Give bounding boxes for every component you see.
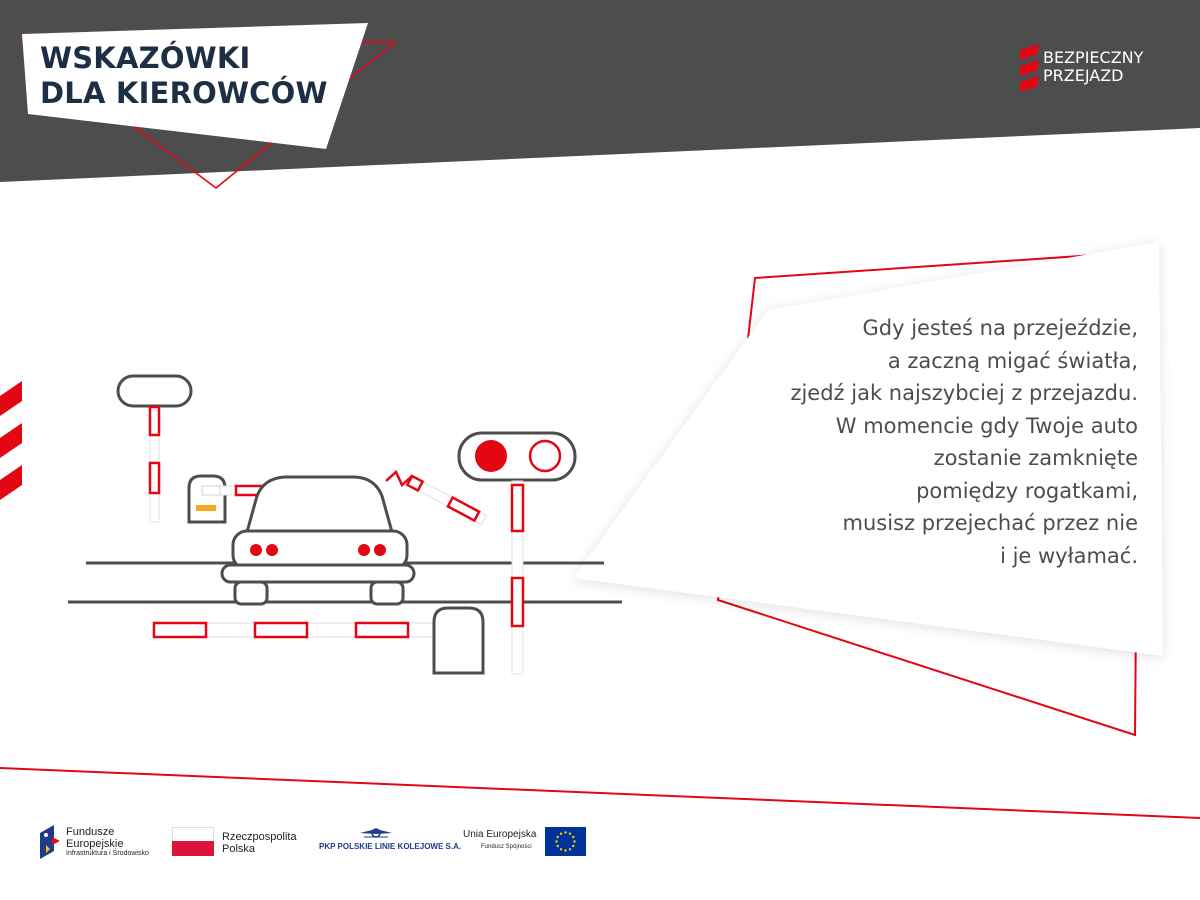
barrier-front: [154, 608, 483, 673]
eu-flag-icon: [545, 827, 586, 856]
funds-logo-name: Fundusze Europejskie: [66, 826, 124, 850]
tip-line: i je wyłamać.: [1000, 543, 1138, 568]
page-title-line2: DLA KIEROWCÓW: [40, 76, 328, 110]
poland-logo-name: Rzeczpospolita Polska: [222, 831, 297, 855]
brand-name-line1: BEZPIECZNY: [1043, 48, 1144, 67]
funds-logo-subtitle: Infrastruktura i Środowisko: [66, 850, 149, 857]
fundusze-europejskie-logo-icon: [38, 825, 62, 859]
tip-line: a zaczną migać światła,: [887, 348, 1138, 373]
warning-sign-left: [118, 376, 191, 522]
tip-line: zostanie zamknięte: [933, 446, 1138, 470]
tip-line: pomiędzy rogatkami,: [916, 478, 1138, 503]
broken-barrier-arm: [386, 472, 486, 524]
page-title-line1: WSKAZÓWKI: [40, 41, 251, 75]
tip-line: musisz przejechać przez nie: [842, 511, 1138, 535]
polish-flag-icon: [172, 827, 214, 856]
brand-name-line2: PRZEJAZD: [1043, 66, 1124, 85]
pkp-logo-name: PKP POLSKIE LINIE KOLEJOWE S.A.: [319, 842, 462, 851]
eu-logo-name: Unia Europejska: [463, 829, 537, 840]
tip-line: zjedź jak najszybciej z przejazdu.: [790, 381, 1138, 405]
tip-line: W momencie gdy Twoje auto: [835, 413, 1138, 438]
eu-logo-subtitle: Fundusz Spójności: [481, 844, 532, 850]
driver-tip-text: [698, 312, 1138, 572]
tip-line: Gdy jesteś na przejeździe,: [862, 316, 1138, 340]
pkp-winged-wheel-icon: [358, 826, 394, 840]
